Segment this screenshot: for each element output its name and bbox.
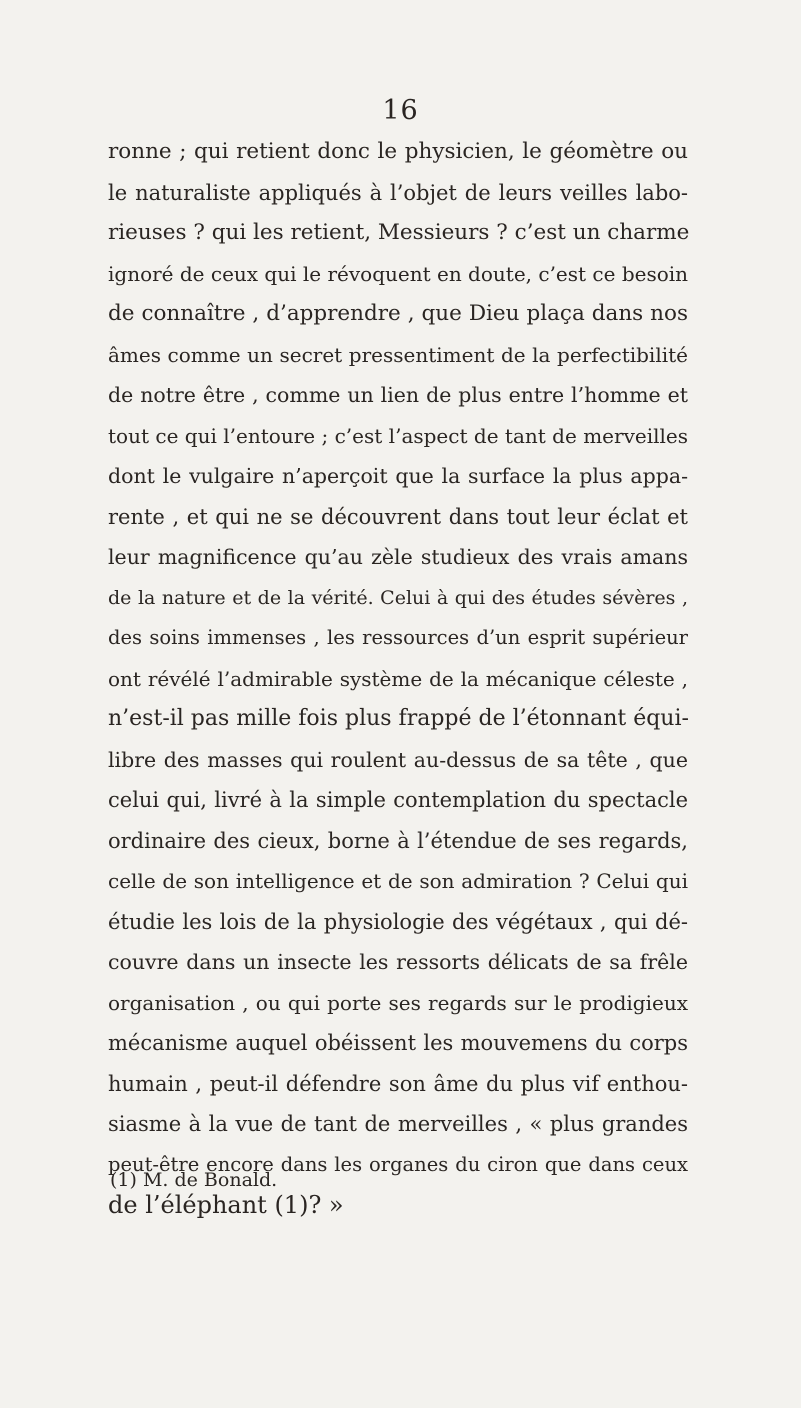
text-line: celle de son intelligence et de son admiration ? Celui qui: [108, 869, 688, 893]
text-line: n’est-il pas mille fois plus frappé de l’étonnant équi-: [108, 706, 689, 731]
page-number: 16: [382, 95, 419, 126]
text-line: de la nature et de la vérité. Celui à qui des études sévères ,: [108, 586, 688, 609]
text-line: rente , et qui ne se découvrent dans tout leur éclat et: [108, 504, 688, 529]
text-line: leur magnificence qu’au zèle studieux des vrais amans: [108, 545, 688, 569]
text-line: libre des masses qui roulent au-dessus de sa tête , que: [108, 747, 688, 772]
text-line: de notre être , comme un lien de plus entre l’homme et: [108, 383, 688, 407]
body-text: [108, 132, 688, 1226]
text-line: couvre dans un insecte les ressorts délicats de sa frêle: [108, 950, 688, 974]
text-line: dont le vulgaire n’aperçoit que la surface la plus appa-: [108, 464, 688, 488]
text-line: de connaître , d’apprendre , que Dieu plaça dans nos: [108, 301, 688, 326]
text-line: étudie les lois de la physiologie des végétaux , qui dé-: [108, 909, 688, 934]
text-line: tout ce qui l’entoure ; c’est l’aspect de tant de merveilles: [108, 423, 688, 448]
text-line: organisation , ou qui porte ses regards sur le prodigieux: [108, 990, 688, 1015]
text-line: mécanisme auquel obéissent les mouvemens du corps: [108, 1031, 688, 1055]
text-line: ont révélé l’admirable système de la mécanique céleste ,: [108, 666, 688, 691]
text-line: celui qui, livré à la simple contemplation du spectacle: [108, 788, 688, 812]
text-line: des soins immenses , les ressources d’un esprit supérieur: [108, 626, 688, 649]
text-line: le naturaliste appliqués à l’objet de leurs veilles labo-: [108, 180, 688, 205]
text-line: de l’éléphant (1)? »: [108, 1191, 344, 1219]
text-line: humain , peut-il défendre son âme du plus vif enthou-: [108, 1071, 688, 1096]
text-line: ronne ; qui retient donc le physicien, le géomètre ou: [108, 139, 688, 164]
text-line: ordinaire des cieux, borne à l’étendue de ses regards,: [108, 828, 688, 853]
text-line: peut-être encore dans les organes du ciron que dans ceux: [108, 1152, 688, 1176]
footnote: (1) M. de Bonald.: [110, 1169, 278, 1191]
text-line: rieuses ? qui les retient, Messieurs ? c’est un charme: [108, 220, 690, 245]
text-line: siasme à la vue de tant de merveilles , « plus grandes: [108, 1112, 688, 1136]
text-line: ignoré de ceux qui le révoquent en doute, c’est ce besoin: [108, 261, 689, 286]
text-line: âmes comme un secret pressentiment de la perfectibilité: [108, 342, 688, 367]
